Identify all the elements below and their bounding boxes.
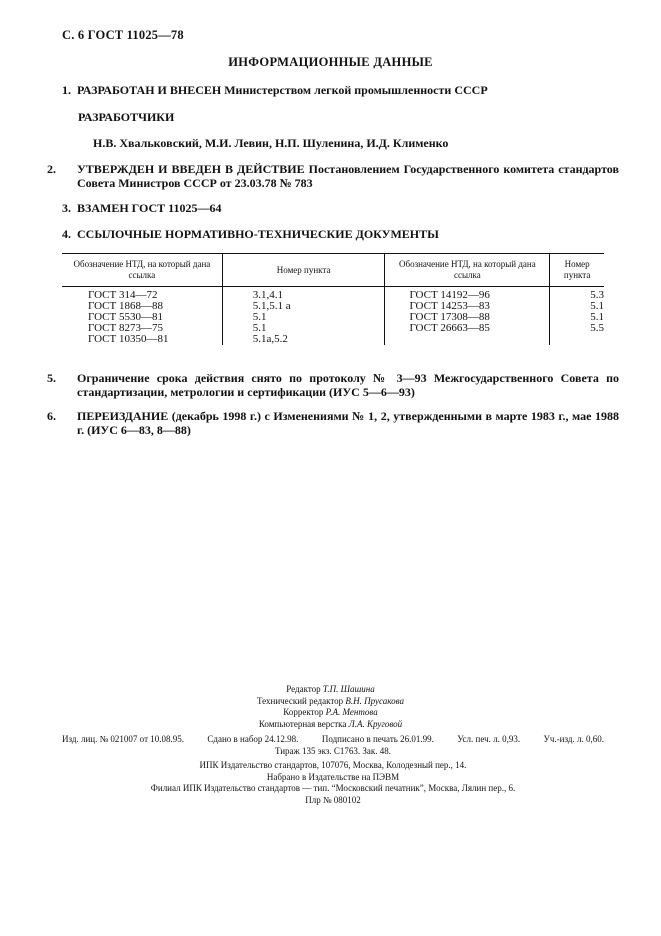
section-number: 4. (62, 227, 71, 241)
section-text: Ограничение срока действия снято по протоколу № 3—93 Межгосударственного Совета по стандартизации, метрологии и сертификации (ИУС 5—6—93) (77, 371, 619, 399)
section-number: 3. (62, 201, 71, 215)
credit-layout (0, 719, 661, 731)
cell-line: ГОСТ 17308—88 (409, 311, 490, 323)
section-number: 1. (62, 83, 71, 97)
publication-info (62, 734, 604, 757)
cell-line: 5.1 (252, 311, 267, 323)
cell-line: ГОСТ 1868—88 (88, 300, 163, 312)
section-2 (47, 162, 619, 190)
table-cell-item (550, 287, 604, 346)
branch-info: Филиал ИПК Издательство стандартов — тип. “Московский печатник”, Москва, Лялин пер., 6. (150, 783, 516, 793)
cell-line: ГОСТ 314—72 (88, 289, 158, 301)
cell-line: ГОСТ 14253—83 (409, 300, 490, 312)
publisher-address: ИПК Издательство стандартов, 107076, Москва, Колодезный пер., 14. (199, 760, 467, 770)
plr-number: Плр № 080102 (305, 794, 361, 805)
section-text: ПЕРЕИЗДАНИЕ (декабрь 1998 г.) с Изменениями № 1, 2, утвержденными в марте 1983 г., мае 1988 г. (ИУС 6—83, 8—88) (77, 409, 619, 437)
table-cell-ntd (385, 287, 550, 346)
edition-sheets: Уч.-изд. л. 0,60. (543, 734, 604, 744)
cell-line: 5.1 (252, 322, 267, 334)
credit-label: Компьютерная верстка (258, 718, 347, 729)
typeset-info: Набрано в Издательстве на ПЭВМ (266, 771, 400, 782)
credit-label: Технический редактор (256, 695, 344, 706)
credit-label: Корректор (283, 707, 324, 717)
cell-line: 5.3 (590, 289, 604, 301)
developers-list: Н.В. Хвальковский, М.И. Левин, Н.П. Шуленина, И.Д. Клименко (93, 136, 449, 150)
cell-line: 5.1 (590, 311, 604, 323)
section-1 (62, 84, 604, 98)
publication-row (62, 734, 604, 746)
section-6 (47, 409, 619, 437)
page-title: ИНФОРМАЦИОННЫЕ ДАННЫЕ (228, 55, 433, 69)
cell-line: ГОСТ 10350—81 (88, 333, 169, 345)
column-header: Номер пункта (550, 254, 604, 287)
circulation-info: Тираж 135 экз. С1763. Зак. 48. (274, 745, 392, 756)
column-header: Номер пункта (222, 254, 385, 287)
license-info: Изд. лиц. № 021007 от 10.08.95. (62, 734, 184, 744)
table-cell-item (222, 287, 385, 346)
table-cell-ntd (62, 287, 222, 346)
cell-line: ГОСТ 26663—85 (409, 322, 490, 334)
section-text: РАЗРАБОТАН И ВНЕСЕН Министерством легкой промышленности СССР (77, 83, 488, 97)
credit-name: Л.А. Круговой (348, 718, 403, 729)
section-number: 6. (47, 409, 56, 423)
column-header: Обозначение НТД, на который дана ссылка (62, 254, 222, 287)
cell-line: 3.1,4.1 (252, 289, 284, 301)
publisher-info (62, 760, 604, 806)
reference-documents-table (62, 253, 604, 345)
section-3 (62, 202, 604, 216)
section-number: 2. (47, 162, 56, 176)
section-number: 5. (47, 371, 56, 385)
section-text: УТВЕРЖДЕН И ВВЕДЕН В ДЕЙСТВИЕ Постановлением Государственного комитета стандартов Совета Министров СССР от 23.03.78 № 783 (77, 162, 619, 190)
credit-name: Р.А. Ментова (325, 707, 378, 717)
credit-corrector (0, 707, 661, 719)
credit-tech-editor (0, 696, 661, 708)
credit-name: Т.П. Шашина (322, 684, 375, 694)
credit-label: Редактор (286, 684, 321, 694)
page-header: С. 6 ГОСТ 11025—78 (62, 28, 184, 42)
cell-line: 5.5 (590, 322, 604, 334)
credit-editor (0, 684, 661, 696)
section-5 (47, 371, 619, 399)
table-header-row (62, 254, 604, 287)
signed-date: Подписано в печать 26.01.99. (321, 734, 434, 744)
set-date: Сдано в набор 24.12.98. (207, 734, 299, 744)
cell-line: ГОСТ 14192—96 (409, 289, 490, 301)
cell-line: ГОСТ 5530—81 (88, 311, 163, 323)
cell-line: ГОСТ 8273—75 (88, 322, 163, 334)
credit-name: В.Н. Прусакова (345, 695, 405, 706)
section-text: ВЗАМЕН ГОСТ 11025—64 (77, 201, 222, 215)
column-header: Обозначение НТД, на который дана ссылка (385, 254, 550, 287)
printed-sheets: Усл. печ. л. 0,93. (457, 734, 521, 744)
section-4 (62, 228, 604, 242)
cell-line: 5.1,5.1 а (252, 300, 291, 312)
cell-line: 5.1а,5.2 (252, 333, 288, 345)
credits-block (0, 684, 661, 730)
developers-heading: РАЗРАБОТЧИКИ (78, 110, 175, 124)
table-row (62, 287, 604, 346)
cell-line: 5.1 (590, 300, 604, 312)
section-text: ССЫЛОЧНЫЕ НОРМАТИВНО-ТЕХНИЧЕСКИЕ ДОКУМЕНТЫ (77, 227, 439, 241)
